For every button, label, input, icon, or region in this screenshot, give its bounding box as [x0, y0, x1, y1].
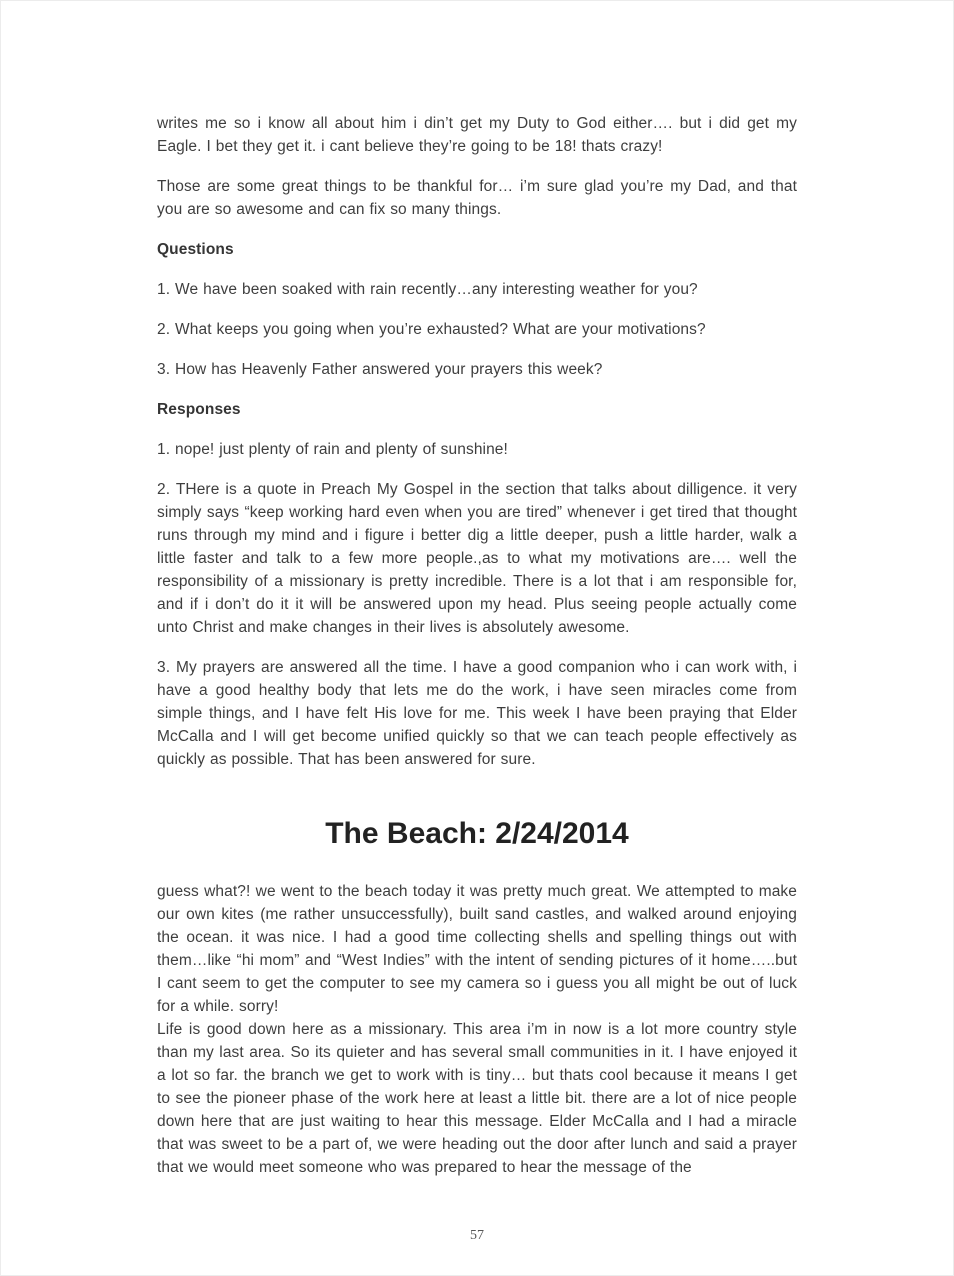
- question-item-3: 3. How has Heavenly Father answered your prayers this week?: [157, 361, 603, 378]
- page-number: 57: [470, 1228, 484, 1243]
- response-item-2: 2. THere is a quote in Preach My Gospel in the section that talks about dilligence. it very simply says “keep working hard even when you are tired” whenever i get tired that thought runs through my mind and i figure i better dig a little deeper, push a little harder, walk a little faster and talk to a few more people.,as to what my motivations are…. well the responsibility of a missionary is pretty incredible. There is a lot that i am responsible for, and if i don’t do it it will be answered upon my head. Plus seeing people actually come unto Christ and make changes in their lives is absolutely awesome.: [157, 481, 797, 636]
- response-item-3: 3. My prayers are answered all the time. I have a good companion who i can work with, i have a good healthy body that lets me do the work, i have seen miracles come from simple things, and I have felt His love for me. This week I have been praying that Elder McCalla and I will get become unified quickly so that we can teach people effectively as quickly as possible. That has been answered for sure.: [157, 659, 797, 768]
- section-heading-responses: Responses: [157, 401, 241, 418]
- paragraph-beach-day: guess what?! we went to the beach today it was pretty much great. We attempted to make our own kites (me rather unsuccessfully), built sand castles, and walked around enjoying the ocean. it was nice. I had a good time collecting shells and spelling things out with them…like “hi mom” and “West Indies” with the intent of sending pictures of it home…..but I cant seem to get the computer to see my camera so i guess you all might be out of luck for a while. sorry!: [157, 883, 797, 1015]
- question-item-1: 1. We have been soaked with rain recently…any interesting weather for you?: [157, 281, 698, 298]
- post-title-the-beach: The Beach: 2/24/2014: [325, 817, 629, 850]
- question-item-2: 2. What keeps you going when you’re exhausted? What are your motivations?: [157, 321, 706, 338]
- page-content: [157, 0, 797, 1179]
- paragraph-thankful: Those are some great things to be thankful for… i’m sure glad you’re my Dad, and that you are so awesome and can fix so many things.: [157, 178, 797, 218]
- paragraph-intro-duty: writes me so i know all about him i din’t get my Duty to God either…. but i did get my Eagle. I bet they get it. i cant believe they’re going to be 18! thats crazy!: [157, 115, 797, 155]
- paragraph-life-is-good: Life is good down here as a missionary. This area i’m in now is a lot more country style than my last area. So its quieter and has several small communities in it. I have enjoyed it a lot so far. the branch we get to work with is tiny… but thats cool because it means I get to see the pioneer phase of the work here at least a little bit. there are a lot of nice people down here that are just waiting to hear this message. Elder McCalla and I had a miracle that was sweet to be a part of, we were heading out the door after lunch and said a prayer that we would meet someone who was prepared to hear the message of the: [157, 1021, 797, 1176]
- response-item-1: 1. nope! just plenty of rain and plenty of sunshine!: [157, 441, 508, 458]
- section-heading-questions: Questions: [157, 241, 234, 258]
